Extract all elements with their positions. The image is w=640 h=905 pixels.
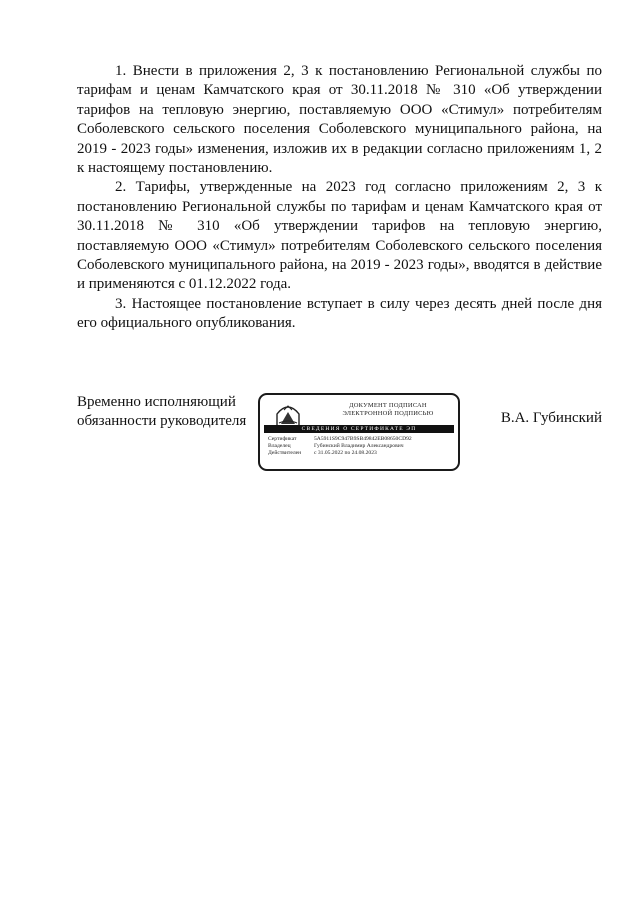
paragraph-3: 3. Настоящее постановление вступает в силу через десять дней после дня его официального опубликования. [77,295,602,332]
paragraph-2: 2. Тарифы, утвержденные на 2023 год согласно приложениям 2, 3 к постановлению Региональной службы по тарифам и ценам Камчатского края от 30.11.2018 № 310 «Об утверждении тарифов на тепловую энергию, поставляемую ООО «Стимул» потребителям Соболевского сельского поселения Соболевского муниципального района, на 2019 - 2023 годы», вводятся в действие и применяются с 01.12.2022 года. [77,179,602,293]
signatory-position-line-2: обязанности руководителя [77,413,247,429]
stamp-certificate-header: СВЕДЕНИЯ О СЕРТИФИКАТЕ ЭП [264,425,454,433]
signatory-position [77,393,246,431]
signatory-name: В.А. Губинский [500,410,602,426]
stamp-row-value: с 31.05.2022 по 24.08.2023 [314,450,377,457]
paragraph-1: 1. Внести в приложения 2, 3 к постановлению Региональной службы по тарифам и ценам Камчатского края от 30.11.2018 № 310 «Об утверждении тарифов на тепловую энергию, поставляемую ООО «Стимул» потребителям Соболевского сельского поселения Соболевского муниципального района, на 2019 - 2023 годы» изменения, изложив их в редакции согласно приложениям 1, 2 к настоящему постановлению. [77,63,602,177]
stamp-row-key: Действителен [268,450,302,457]
stamp-row-key: Владелец [268,443,291,450]
electronic-signature-stamp [258,393,460,471]
stamp-row-key: Сертификат [268,436,297,442]
stamp-title [318,402,458,417]
stamp-certificate-details [268,436,454,458]
stamp-title-line-1: ДОКУМЕНТ ПОДПИСАН [349,402,427,409]
stamp-row-value: 5A5911S9C947B9SB49842EB08650CD92 [314,436,412,442]
stamp-title-line-2: ЭЛЕКТРОННОЙ ПОДПИСЬЮ [342,409,434,417]
signatory-position-line-1: Временно исполняющий [77,394,236,410]
document-body [77,62,602,334]
stamp-row-validity [268,450,454,457]
stamp-row-value: Губинский Владимир Александрович [314,443,404,450]
